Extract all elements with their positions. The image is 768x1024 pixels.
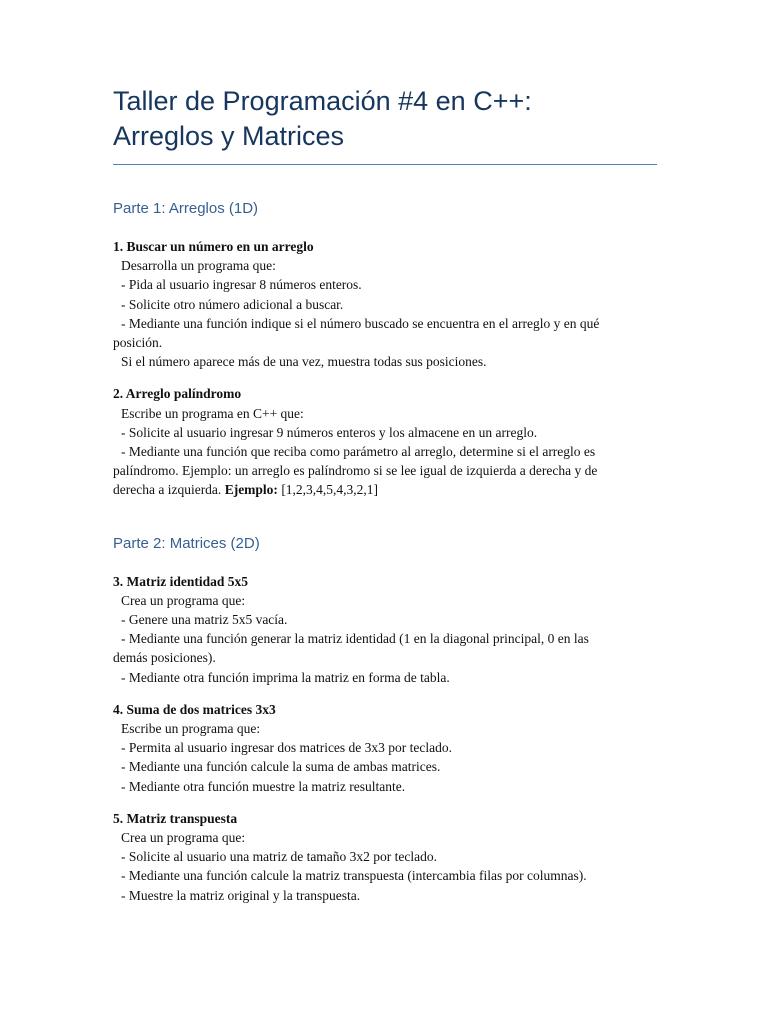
exercise-line: - Mediante una función generar la matriz identidad (1 en la diagonal principal, 0 en las (121, 631, 589, 647)
exercise-line: - Mediante otra función muestre la matriz resultante. (121, 778, 406, 794)
exercise-2 (113, 384, 657, 499)
exercise-3 (113, 572, 657, 687)
exercise-title: 3. Matriz identidad 5x5 (113, 573, 248, 589)
exercise-line: - Mediante una función calcule la matriz transpuesta (intercambia filas por columnas). (121, 868, 587, 884)
exercise-line: demás posiciones). (113, 650, 216, 666)
document-title (113, 84, 657, 154)
section-heading-part-2: Parte 2: Matrices (2D) (113, 534, 260, 552)
title-underline (113, 164, 657, 165)
example-value: [1,2,3,4,5,4,3,2,1] (277, 482, 379, 498)
exercise-line: Crea un programa que: (121, 592, 246, 608)
exercise-line: - Permita al usuario ingresar dos matrices de 3x3 por teclado. (121, 740, 453, 756)
exercise-line: - Mediante una función indique si el número buscado se encuentra en el arreglo y en qué (121, 315, 600, 331)
exercise-line: posición. (113, 335, 163, 351)
exercise-line: - Mediante otra función imprima la matriz en forma de tabla. (121, 669, 450, 685)
exercise-line: - Genere una matriz 5x5 vacía. (121, 612, 288, 628)
title-line-1: Taller de Programación #4 en C++: (113, 86, 532, 116)
exercise-line: - Solicite al usuario ingresar 9 números enteros y los almacene en un arreglo. (121, 424, 538, 440)
exercise-line: Escribe un programa en C++ que: (121, 405, 304, 421)
exercise-line: - Mediante una función que reciba como parámetro al arreglo, determine si el arreglo es (121, 444, 596, 460)
exercise-line: - Solicite al usuario una matriz de tamaño 3x2 por teclado. (121, 849, 438, 865)
exercise-line: Desarrolla un programa que: (121, 258, 276, 274)
section-heading-part-1: Parte 1: Arreglos (1D) (113, 200, 259, 217)
exercise-line (113, 480, 657, 499)
exercise-line: - Solicite otro número adicional a buscar. (121, 296, 344, 312)
title-line-2: Arreglos y Matrices (113, 121, 345, 151)
exercise-title: 1. Buscar un número en un arreglo (113, 239, 314, 254)
exercise-line-text: derecha a izquierda. (113, 482, 222, 498)
exercise-title: 4. Suma de dos matrices 3x3 (113, 701, 276, 717)
exercise-5 (113, 809, 657, 905)
exercise-line: - Pida al usuario ingresar 8 números enteros. (121, 277, 362, 293)
exercise-line: Si el número aparece más de una vez, muestra todas sus posiciones. (121, 354, 487, 370)
exercise-4 (113, 700, 657, 796)
exercise-line: Escribe un programa que: (121, 721, 261, 737)
exercise-line: Crea un programa que: (121, 830, 246, 846)
exercise-1 (113, 237, 657, 371)
exercise-line: - Muestre la matriz original y la transpuesta. (121, 887, 361, 903)
exercise-title: 5. Matriz transpuesta (113, 810, 238, 826)
example-label: Ejemplo: (224, 482, 278, 498)
exercise-title: 2. Arreglo palíndromo (113, 386, 242, 402)
exercise-line: palíndromo. Ejemplo: un arreglo es palíndromo si se lee igual de izquierda a derecha y de (113, 463, 598, 479)
exercise-line: - Mediante una función calcule la suma de ambas matrices. (121, 759, 441, 775)
document-page (113, 84, 657, 905)
